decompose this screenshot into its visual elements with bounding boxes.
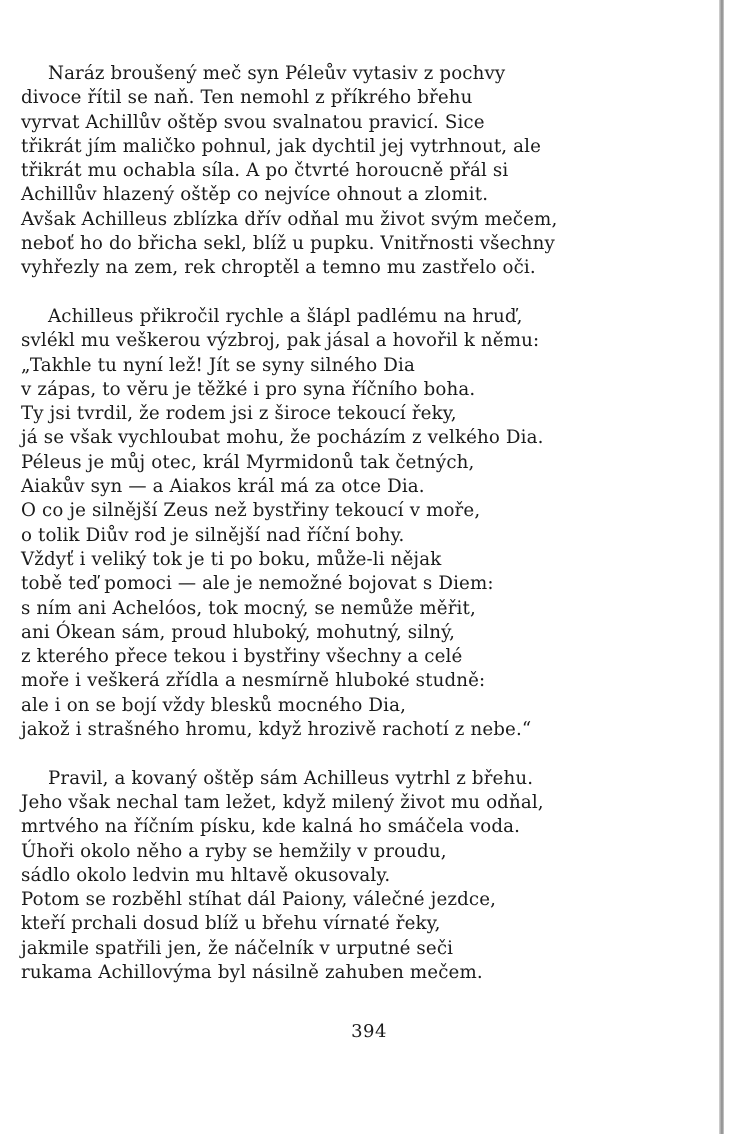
text-line: Potom se rozběhl stíhat dál Paiony, válečné jezdce,	[21, 889, 497, 911]
text-line: z kterého přece tekou i bystřiny všechny a celé	[21, 646, 463, 668]
text-line: Achillův hlazený oštěp co nejvíce ohnout a zlomit.	[21, 184, 489, 206]
text-line: jakož i strašného hromu, když hrozivě rachotí z nebe.“	[21, 719, 532, 741]
text-line: Péleus je můj otec, král Myrmidonů tak četných,	[21, 451, 475, 473]
page-edge-shadow	[719, 0, 724, 1134]
text-line: já se však vychloubat mohu, že pocházím z velkého Dia.	[21, 427, 544, 449]
text-line: divoce řítil se naň. Ten nemohl z příkrého břehu	[21, 87, 473, 109]
paragraph-1	[21, 62, 711, 281]
text-line: „Takhle tu nyní lež! Jít se syny silného Dia	[21, 354, 415, 376]
text-line: kteří prchali dosud blíž u břehu vírnaté řeky,	[21, 913, 441, 935]
text-line: třikrát jím maličko pohnul, jak dychtil jej vytrhnout, ale	[21, 135, 542, 157]
text-line: ani Ókean sám, proud hluboký, mohutný, silný,	[21, 621, 456, 643]
text-line: moře i veškerá zřídla a nesmírně hluboké studně:	[21, 670, 486, 692]
text-line: s ním ani Achelóos, tok mocný, se nemůže měřit,	[21, 597, 476, 619]
text-line: vyrvat Achillův oštěp svou svalnatou pravicí. Sice	[21, 111, 485, 133]
text-line: třikrát mu ochabla síla. A po čtvrté horoucně přál si	[21, 160, 509, 182]
text-line: mrtvého na říčním písku, kde kalná ho smáčela voda.	[21, 816, 521, 838]
paragraph-spacer	[21, 281, 711, 305]
paragraph-spacer	[21, 742, 711, 766]
text-line: Avšak Achilleus zblízka dřív odňal mu život svým mečem,	[21, 208, 558, 230]
text-line: Achilleus přikročil rychle a šlápl padlému na hruď,	[48, 305, 523, 327]
paragraph-2	[21, 305, 711, 742]
text-line: rukama Achillovýma byl násilně zahuben mečem.	[21, 961, 483, 983]
text-line: jakmile spatřili jen, že náčelník v urputné seči	[21, 937, 454, 959]
text-line: Aiakův syn — a Aiakos král má za otce Dia.	[21, 476, 425, 498]
text-line: neboť ho do břicha sekl, blíž u pupku. Vnitřnosti všechny	[21, 233, 555, 255]
text-line: Jeho však nechal tam ležet, když milený život mu odňal,	[21, 791, 544, 813]
text-line: Naráz broušený meč syn Péleův vytasiv z pochvy	[48, 63, 506, 84]
text-line: Pravil, a kovaný oštěp sám Achilleus vytrhl z břehu.	[48, 767, 534, 789]
text-line: O co je silnější Zeus než bystřiny tekoucí v moře,	[21, 500, 481, 522]
text-line: sádlo okolo ledvin mu hltavě okusovaly.	[21, 864, 391, 886]
paragraph-3	[21, 767, 711, 986]
text-line: vyhřezly na zem, rek chroptěl a temno mu zastřelo oči.	[21, 257, 536, 279]
text-line: Ty jsi tvrdil, že rodem jsi z široce tekoucí řeky,	[21, 403, 457, 425]
page-number: 394	[351, 1021, 387, 1042]
text-line: o tolik Diův rod je silnější nad říční bohy.	[21, 524, 405, 546]
text-line: v zápas, to věru je těžké i pro syna říčního boha.	[21, 378, 476, 400]
text-line: tobě teď pomoci — ale je nemožné bojovat s Diem:	[21, 573, 494, 595]
body-text	[21, 62, 711, 985]
text-line: ale i on se bojí vždy blesků mocného Dia,	[21, 694, 407, 716]
text-line: Úhoři okolo něho a ryby se hemžily v proudu,	[21, 840, 447, 862]
text-line: Vždyť i veliký tok je ti po boku, může-li nějak	[21, 548, 442, 570]
text-line: svlékl mu veškerou výzbroj, pak jásal a hovořil k němu:	[21, 330, 540, 352]
